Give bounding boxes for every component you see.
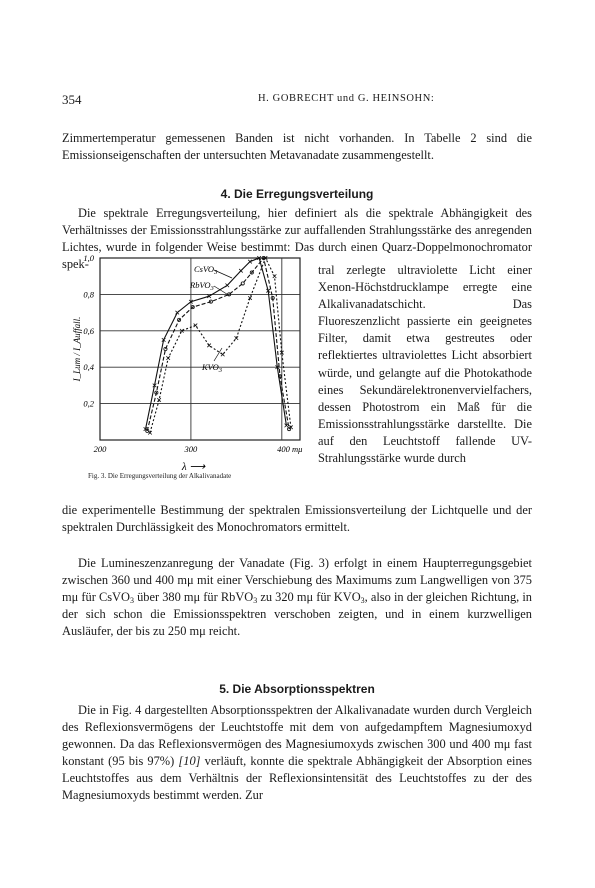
running-header: [62, 92, 532, 108]
paragraph-2-part-a: Die Lumineszenzanregung der Vanadate (Fig. 3) erfolgt in einem Haupterregungsgebiet zwischen 360 und 400 mμ mit einer Verschiebung des Maximums zum Langwelligen von 375 mμ für CsVO: [62, 556, 532, 605]
data-point: [225, 284, 229, 288]
section-4-paragraph-top: Die spektrale Erregungsverteilung, hier definiert als die spektrale Abhängigkeit des Verhältnisses der Emissionsstrahlungsstärke zur auffallenden Strahlungsstärke des anregenden Lichtes, wurde in folgender Weise bestimmt: Das durch einen Quarz-Doppelmonochromator spek-: [62, 206, 532, 272]
series-label: [201, 362, 223, 374]
data-point: [221, 353, 225, 357]
series-label-base: KVO: [202, 362, 219, 372]
section-5-paragraph: [62, 702, 532, 805]
reference-10: [10]: [178, 754, 201, 769]
series-line-kvo3: [150, 258, 291, 433]
x-tick-label: 400 mμ: [277, 444, 303, 454]
series-label-subscript: 3: [218, 367, 222, 374]
data-point: [207, 344, 211, 348]
section-4-paragraph-bottom: die experimentelle Bestimmung der spektralen Emissionsverteilung der Lichtquelle und der spektralen Durchlässigkeit des Monochromators ermittelt.: [62, 503, 532, 535]
data-point: [241, 282, 244, 285]
intro-paragraph: Zimmertemperatur gemessenen Banden ist nicht vorhanden. In Tabelle 2 sind die Emissionseigenschaften der untersuchten Metavanadate zusammengestellt.: [62, 131, 532, 163]
figure-caption: Fig. 3. Die Erregungsverteilung der Alkalivanadate: [88, 472, 232, 480]
y-tick-label: 0,8: [83, 289, 94, 300]
excitation-chart: [62, 244, 312, 489]
series-label-base: RbVO: [190, 280, 211, 290]
subscript: 3: [129, 596, 134, 606]
figure-3: [62, 244, 312, 489]
paragraph-2-part-b: über 380 mμ für RbVO: [133, 590, 254, 605]
series-line-rbvo3: [147, 258, 289, 431]
page-number: 354: [62, 92, 82, 107]
section-4-paragraph-2: [62, 555, 532, 640]
running-header-authors: H. GOBRECHT und G. HEINSOHN:: [258, 93, 435, 104]
section-5-heading: 5. Die Absorptionsspektren: [219, 682, 375, 696]
data-point: [166, 356, 170, 360]
x-tick-label: 200: [93, 444, 107, 454]
series-label-subscript: 3: [210, 285, 214, 292]
data-point: [239, 269, 243, 273]
subscript: 3: [253, 596, 258, 606]
series-label-base: CsVO: [194, 264, 215, 274]
section-5-part-a: Die in Fig. 4 dargestellten Absorptionsspektren der Alkalivanadate wurden durch Vergleich des Reflexionsvermögens der Leuchtstoffe mit dem von aufgedampftem Magnesiumoxyd gewonnen. Da das Reflexionsvermögen des Magnesiumoxyds zwischen 300 und 400 mμ fast konstant (95 bis 97%): [62, 703, 532, 769]
x-axis-label: λ ⟶: [181, 461, 206, 473]
data-point: [273, 274, 277, 278]
section-5-part-b: verläuft, konnte die spektrale Abhängigkeit der Absorption eines Leuchtstoffes aus dem Verhältnis der Reflexionsintensität des Leuchtstoffes zu der des Magnesiumoxyds bestimmt werden. Zur: [62, 754, 533, 803]
section-4-paragraph-side: tral zerlegte ultraviolette Licht einer Xenon-Höchstdrucklampe erregte eine Alkalivanadatschicht. Das Fluoreszenzlicht passierte ein geeignetes Filter, damit etwa gestreutes oder reflektiertes ultraviolettes Licht absorbiert würde, und gelangte auf die Photokathode eines Sekundärelektronenvervielfachers, dessen Photostrom ein Maß für die Emissionsstrahlungsstärke darstellte. Die auf den Leuchtstoff fallende UV-Strahlungsstärke wurde durch: [318, 263, 532, 466]
section-4-heading: 4. Die Erregungsverteilung: [220, 187, 374, 201]
y-tick-label: 0,6: [83, 325, 94, 336]
x-tick-label: 300: [184, 444, 198, 454]
subscript: 3: [360, 596, 365, 606]
y-axis-label: I_Lum / I_Auffall.: [72, 316, 82, 382]
series-label-subscript: 3: [214, 269, 218, 276]
series-label: [189, 280, 215, 292]
paragraph-2-part-d: , also in der gleichen Richtung, in der sich schon die Emissionsspektren verschoben zeigten, und in einem kurzwelligen Ausläufer, der bis zu 250 mμ reicht.: [62, 590, 532, 639]
y-tick-label: 1,0: [83, 253, 94, 263]
y-tick-label: 0,2: [83, 398, 94, 409]
paragraph-2-part-c: zu 320 mμ für KVO: [257, 590, 361, 605]
y-tick-label: 0,4: [83, 362, 94, 373]
